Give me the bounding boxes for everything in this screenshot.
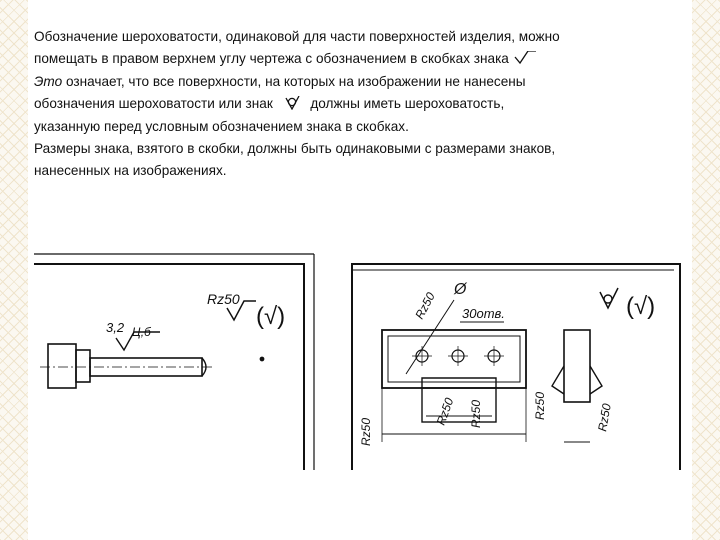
- roughness-label-6: Rz50: [595, 402, 614, 433]
- left-corner-roughness-label: Rz50: [207, 291, 240, 307]
- plate-inner: [388, 336, 520, 382]
- right-drawing: [352, 264, 680, 470]
- roughness-label-2: Rz50: [359, 417, 373, 446]
- paragraph-1-line-1: Обозначение шероховатости, одинаковой для части поверхностей изделия, можно: [34, 29, 560, 44]
- shaft-collar: [76, 350, 90, 382]
- roughness-label-4: Rz50: [469, 399, 483, 428]
- paragraph-2-line-1: Размеры знака, взятого в скобки, должны быть одинаковыми с размерами знаков,: [34, 141, 556, 157]
- hole-diameter-mark: Ø: [454, 281, 467, 298]
- roughness-check-sign-icon: [513, 51, 537, 65]
- paragraph-1-line-3: [34, 71, 694, 93]
- slide-text-block: [34, 26, 694, 183]
- paragraph-1-line-3-rest: означает, что все поверхности, на которых на изображении не нанесены: [62, 73, 526, 89]
- left-drawing: [34, 254, 314, 470]
- shaft-head: [48, 344, 76, 388]
- side-view-body: [564, 330, 590, 402]
- hole-count-note: 30отв.: [462, 306, 505, 321]
- plate-lower-step: [422, 378, 496, 388]
- paragraph-1-line-2: [34, 48, 694, 70]
- paragraph-1-line-5: указанную перед условным обозначением знака в скобках.: [34, 118, 409, 134]
- shaft-dot: [260, 357, 264, 361]
- left-corner-bracket-label: (√): [256, 303, 286, 330]
- paragraph-1-line-4-part-a: обозначения шероховатости или знак: [34, 96, 273, 112]
- roughness-circle-sign-icon: [277, 96, 307, 110]
- shaft-roughness-extra: Ц,б: [132, 325, 151, 339]
- side-view-flange: [552, 366, 602, 394]
- right-decorative-border: [692, 0, 720, 540]
- paragraph-1-line-2-text: помещать в правом верхнем углу чертежа с обозначением в скобках знака: [34, 51, 509, 67]
- left-decorative-border: [0, 0, 28, 540]
- right-corner-bracket-label: (√): [626, 293, 656, 320]
- paragraph-2-line-2: нанесенных на изображениях.: [34, 163, 227, 179]
- paragraph-1-line-4: [34, 93, 694, 115]
- right-corner-check-icon: [600, 288, 618, 308]
- paragraph-1-line-3-italic: Это: [34, 73, 63, 89]
- paragraph-1-line-4-part-b: должны иметь шероховатость,: [310, 96, 505, 112]
- technical-drawings: [34, 246, 694, 470]
- hole-roughness-label: Rz50: [412, 290, 438, 322]
- plate-lower-body: [422, 388, 496, 422]
- shaft-roughness-value: 3,2: [106, 320, 125, 335]
- plate-outline: [382, 330, 526, 388]
- roughness-label-3: Rz50: [433, 395, 457, 428]
- roughness-label-5: Rz50: [533, 391, 547, 420]
